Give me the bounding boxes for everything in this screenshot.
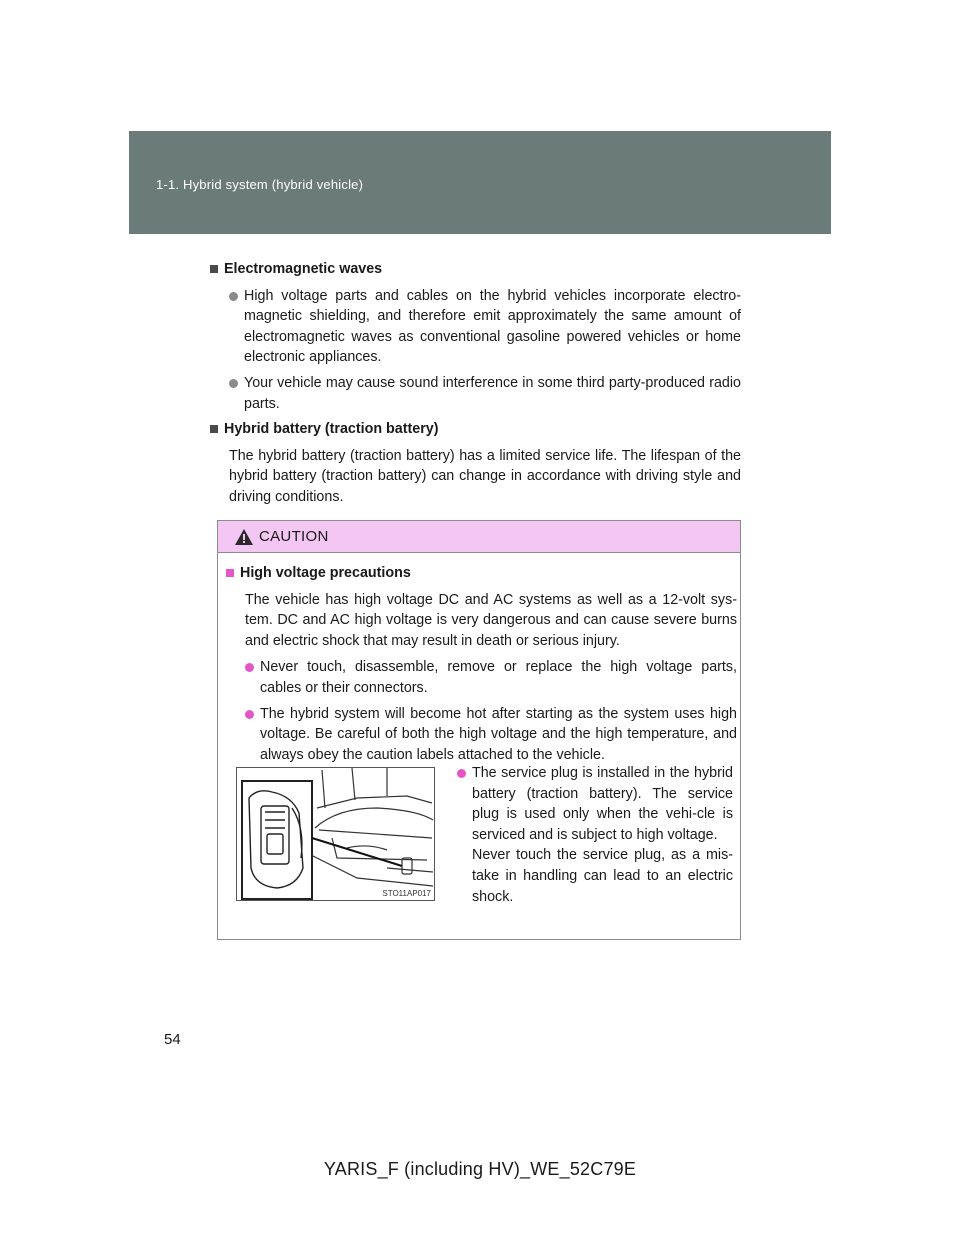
section-title: 1-1. Hybrid system (hybrid vehicle) [156, 177, 364, 192]
high-voltage-heading: High voltage precautions [225, 563, 737, 584]
electromagnetic-bullet-2: Your vehicle may cause sound interference in some third party-produced radio parts. [209, 373, 741, 414]
battery-heading: Hybrid battery (traction battery) [209, 419, 741, 440]
square-bullet-icon [210, 265, 218, 273]
battery-paragraph: The hybrid battery (traction battery) has a limited service life. The lifespan of the hybrid battery (traction battery) can change in accordance with driving style and driving conditions. [229, 447, 741, 505]
round-bullet-icon [457, 769, 466, 778]
main-content [209, 259, 741, 508]
caution-header [218, 521, 740, 553]
section-header-bar [129, 131, 831, 234]
caution-bullet-2: The hybrid system will become hot after starting as the system uses high voltage. Be careful of both the high voltage and the high temperature, and always obey the caution labels attached to the vehicle. [225, 704, 737, 766]
service-plug-illustration [236, 767, 435, 901]
document-footer: YARIS_F (including HV)_WE_52C79E [323, 1159, 637, 1179]
square-bullet-icon [210, 425, 218, 433]
high-voltage-intro: The vehicle has high voltage DC and AC systems as well as a 12-volt sys-tem. DC and AC high voltage is very dangerous and can cause severe burns and electric shock that may result in death or serious injury. [245, 591, 737, 649]
caution-bullet-1: Never touch, disassemble, remove or replace the high voltage parts, cables or their connectors. [225, 657, 737, 698]
caution-title: CAUTION [259, 528, 329, 545]
service-plug-drawing [237, 768, 435, 901]
figure-code: STO11AP017 [382, 889, 431, 898]
service-plug-bullet: The service plug is installed in the hybrid battery (traction battery). The service plug is used only when the vehi-cle is serviced and is subject to high voltage. Never touch the service plug, as a mis-take in handling can lead to an electric shock. [456, 763, 733, 907]
caution-body [225, 563, 737, 770]
warning-triangle-icon [235, 529, 253, 545]
service-plug-note [456, 763, 733, 912]
electromagnetic-bullet-1: High voltage parts and cables on the hybrid vehicles incorporate electro-magnetic shielding, and therefore emit approximately the same amount of electromagnetic waves as conventional gasoline powered vehicles or home electronic appliances. [209, 286, 741, 368]
round-bullet-icon [229, 379, 238, 388]
electromagnetic-heading: Electromagnetic waves [209, 259, 741, 280]
round-bullet-icon [229, 292, 238, 301]
page-number: 54 [164, 1031, 181, 1048]
round-bullet-icon [245, 663, 254, 672]
square-bullet-icon [226, 569, 234, 577]
round-bullet-icon [245, 710, 254, 719]
